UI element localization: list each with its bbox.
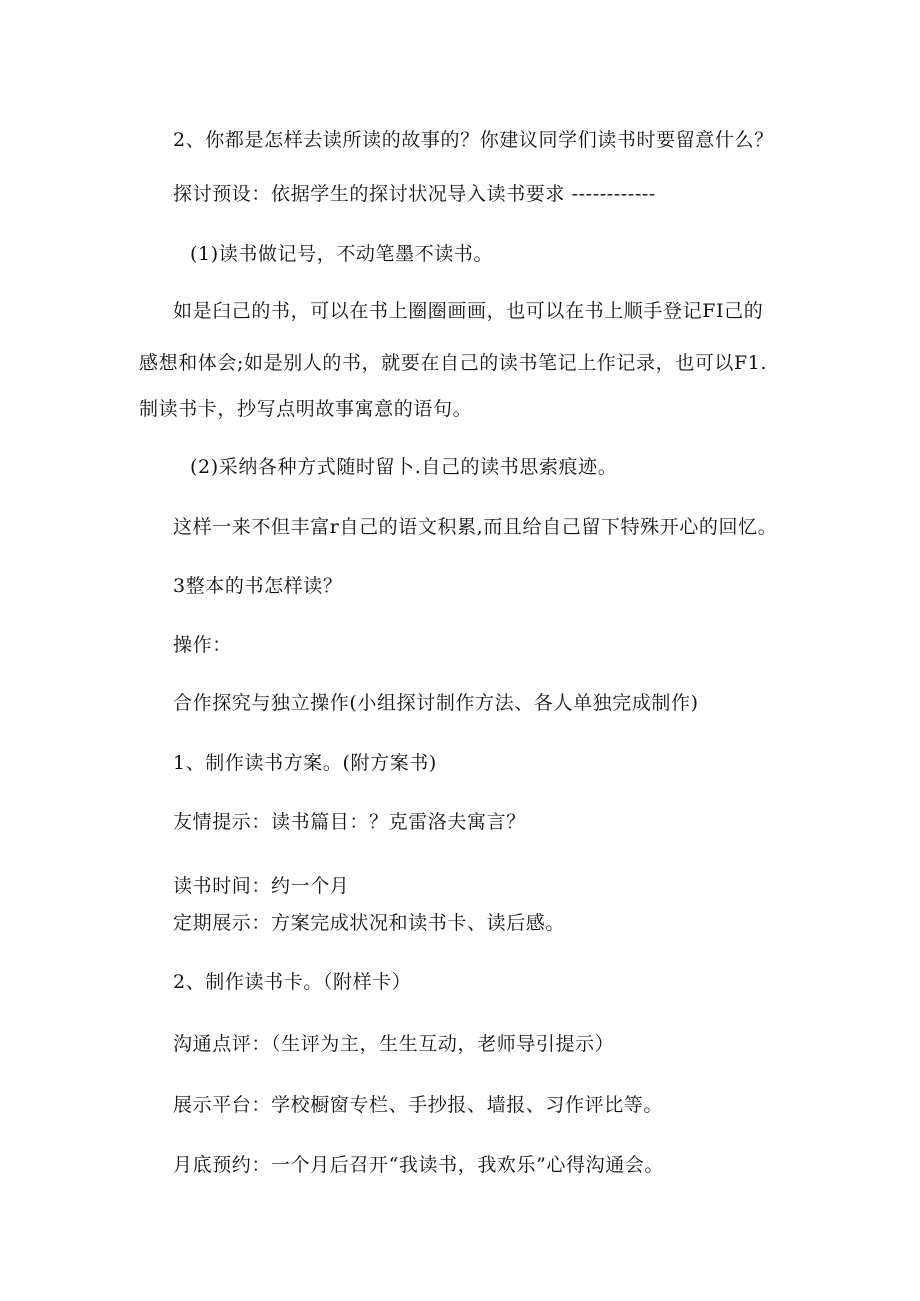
question-2: 2、你都是怎样去读所读的故事的？你建议同学们读书时要留意什么？ xyxy=(173,129,774,151)
paragraph-line-1: 如是臼己的书，可以在书上圈圈画画，也可以在书上顺手登记FI己的 xyxy=(173,300,764,322)
cooperation-line: 合作探究与独立操作(小组探讨制作方法、各人单独完成制作) xyxy=(173,692,699,714)
benefit-sentence: 这样一来不但丰富r自己的语文积累,而且给自己留下特殊开心的回忆。 xyxy=(173,516,778,538)
friendly-tip: 友情提示：读书篇目：？克雷洛夫寓言？ xyxy=(173,811,526,833)
discussion-preset: 探讨预设：依据学生的探讨状况导入读书要求 ------------ xyxy=(173,183,656,205)
requirement-1: (1)读书做记号，不动笔墨不读书。 xyxy=(190,243,494,265)
question-3: 3整本的书怎样读？ xyxy=(173,575,343,597)
paragraph-line-2: 感想和体会;如是别人的书，就要在自己的读书笔记上作记录，也可以F1. xyxy=(139,352,768,374)
communication-review: 沟通点评：（生评为主，生生互动，老师导引提示） xyxy=(173,1033,615,1055)
requirement-2: (2)采纳各种方式随时留卜.自己的读书思索痕迹。 xyxy=(190,456,618,478)
operation-heading: 操作： xyxy=(173,634,232,656)
month-end-appointment: 月底预约：一个月后召开“我读书，我欢乐”心得沟通会。 xyxy=(173,1154,665,1176)
make-card-item: 2、制作读书卡。（附样卡） xyxy=(173,971,412,993)
make-plan-item: 1、制作读书方案。(附方案书) xyxy=(173,752,437,774)
periodic-display: 定期展示：方案完成状况和读书卡、读后感。 xyxy=(173,912,566,934)
paragraph-line-3: 制读书卡，抄写点明故事寓意的语句。 xyxy=(139,398,473,420)
reading-time: 读书时间：约一个月 xyxy=(173,875,350,897)
display-platform: 展示平台：学校橱窗专栏、手抄报、墙报、习作评比等。 xyxy=(173,1094,664,1116)
